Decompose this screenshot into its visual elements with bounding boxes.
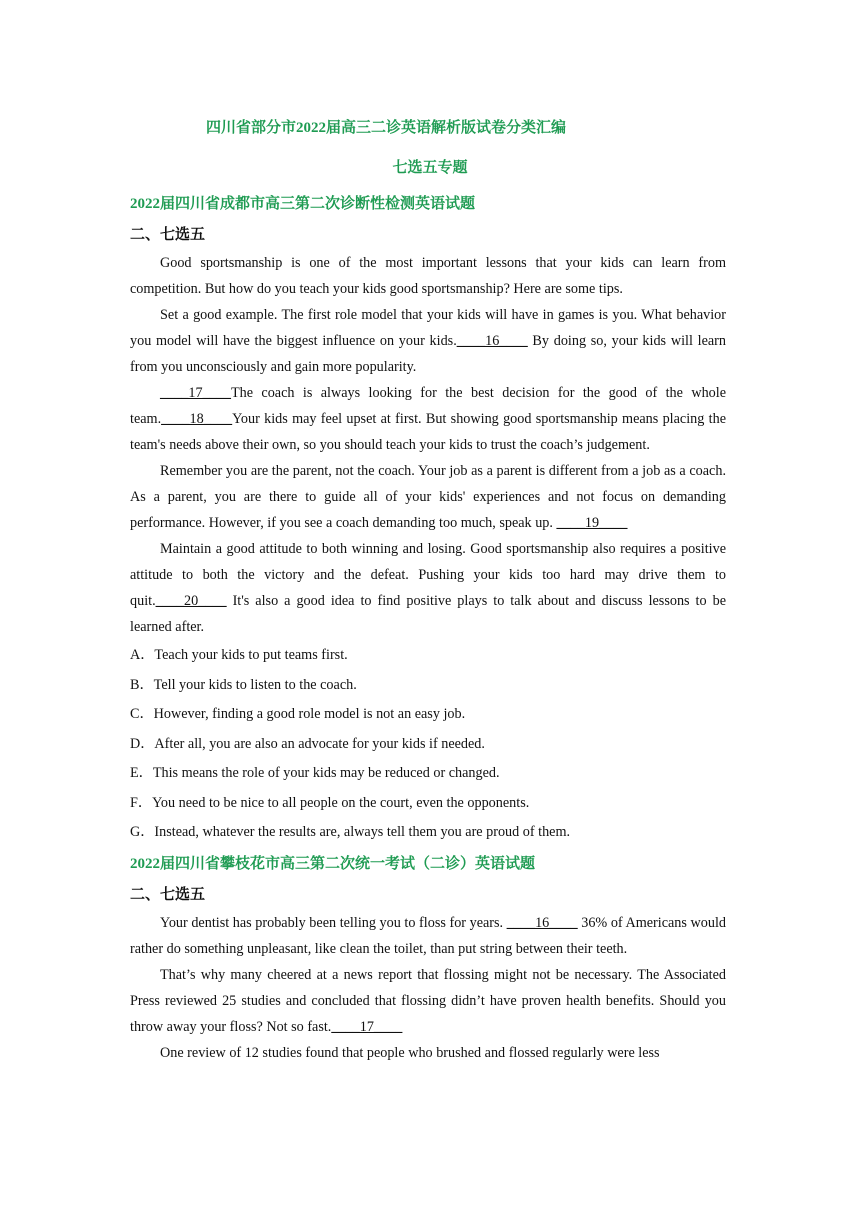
blank-19: ____19____ xyxy=(556,515,628,531)
section-2-paragraph-3: One review of 12 studies found that people who brushed and flossed regularly were less xyxy=(160,1044,660,1061)
option-e: E．This means the role of your kids may be reduced or changed. xyxy=(130,765,500,781)
options-list xyxy=(130,641,726,848)
option-b: B．Tell your kids to listen to the coach. xyxy=(130,676,357,693)
section-1-paragraph-2: Set a good example. The first role model that your kids will have in games is you. What behavior you model will have the biggest influence on your kids.____16____ By doing so, your kids will learn from you unconsciously and gain more popularity. xyxy=(130,307,726,375)
blank-2-17: ____17____ xyxy=(331,1018,403,1035)
option-d: D．After all, you are also an advocate for your kids if needed. xyxy=(130,735,485,752)
document-body xyxy=(130,188,726,1066)
section-1-paragraph-1: Good sportsmanship is one of the most important lessons that your kids can learn from competition. But how do you teach your kids good sportsmanship? Here are some tips. xyxy=(130,255,726,297)
blank-20: ____20____ xyxy=(155,593,227,609)
blank-18: ____18____ xyxy=(161,411,233,427)
document-title: 四川省部分市2022届高三二诊英语解析版试卷分类汇编 xyxy=(206,120,567,136)
section-1-paragraph-5: Maintain a good attitude to both winning and losing. Good sportsmanship also requires a positive attitude to both the victory and the defeat. Pushing your kids too hard may drive them to quit.____20____ It's also a good idea to find positive plays to talk about and discuss lessons to be learned after. xyxy=(130,541,726,635)
section-1-heading: 2022届四川省成都市高三第二次诊断性检测英语试题 xyxy=(130,196,476,212)
section-2-paragraph-1: Your dentist has probably been telling you to floss for years. ____16____ 36% of Americans would rather do something unpleasant, like clean the toilet, than put string between their teeth. xyxy=(130,914,726,957)
section-2-heading: 2022届四川省攀枝花市高三第二次统一考试（二诊）英语试题 xyxy=(130,855,536,872)
option-f: F．You need to be nice to all people on the court, even the opponents. xyxy=(130,794,530,811)
section-1-part-heading: 二、七选五 xyxy=(130,227,206,243)
section-1-paragraph-3: ____17____The coach is always looking for the best decision for the good of the whole team.____18____Your kids may feel upset at first. But showing good sportsmanship means placing the team's needs above their own, so you should teach your kids to trust the coach’s judgement. xyxy=(130,385,726,453)
document-subtitle: 七选五专题 xyxy=(392,160,468,176)
option-c: C．However, finding a good role model is not an easy job. xyxy=(130,706,466,722)
blank-2-16: ____16____ xyxy=(506,914,578,931)
option-g: G．Instead, whatever the results are, always tell them you are proud of them. xyxy=(130,824,571,840)
section-1-paragraph-4: Remember you are the parent, not the coach. Your job as a parent is different from a job as a coach. As a parent, you are there to guide all of your kids' experiences and not focus on demanding performance. However, if you see a coach demanding too much, speak up. ____19____ xyxy=(130,463,726,531)
blank-16: ____16____ xyxy=(456,333,528,349)
option-a: A．Teach your kids to put teams first. xyxy=(130,647,348,663)
section-2-part-heading: 二、七选五 xyxy=(130,886,206,903)
section-2-paragraph-2: That’s why many cheered at a news report that flossing might not be necessary. The Associated Press reviewed 25 studies and concluded that flossing didn’t have proven health benefits. Should you throw away your floss? Not so fast.____17____ xyxy=(130,966,726,1035)
blank-17: ____17____ xyxy=(160,385,231,401)
